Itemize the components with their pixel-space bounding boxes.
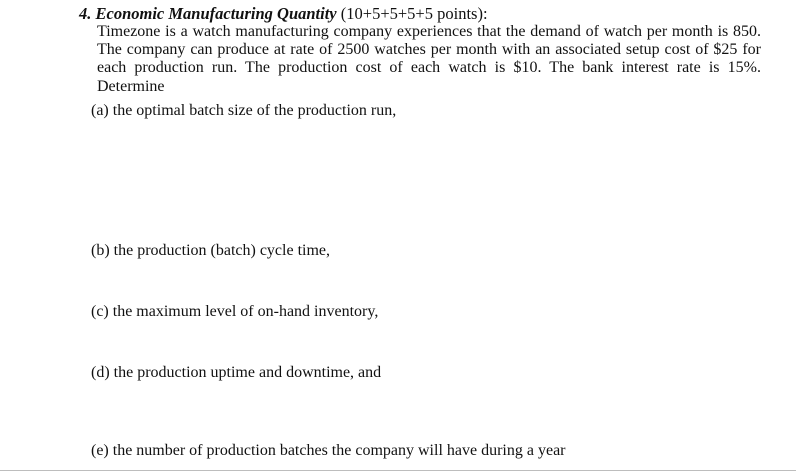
page-bottom-divider <box>0 470 796 471</box>
part-a: (a) the optimal batch size of the production run, <box>91 102 397 119</box>
part-e: (e) the number of production batches the company will have during a year <box>91 442 566 459</box>
part-d: (d) the production uptime and downtime, and <box>91 364 382 381</box>
question-points: (10+5+5+5+5 points): <box>340 4 488 23</box>
question-number: 4. <box>79 4 92 23</box>
question-title: Economic Manufacturing Quantity <box>95 4 337 23</box>
question-heading <box>79 4 488 24</box>
part-c: (c) the maximum level of on-hand inventory, <box>91 303 379 320</box>
question-body: Timezone is a watch manufacturing company experiences that the demand of watch per month is 850. The company can produce at rate of 2500 watches per month with an associated setup cost of $25 for each production run. The production cost of each watch is $10. The bank interest rate is 15%. Determine <box>97 23 761 95</box>
part-b: (b) the production (batch) cycle time, <box>91 242 331 259</box>
